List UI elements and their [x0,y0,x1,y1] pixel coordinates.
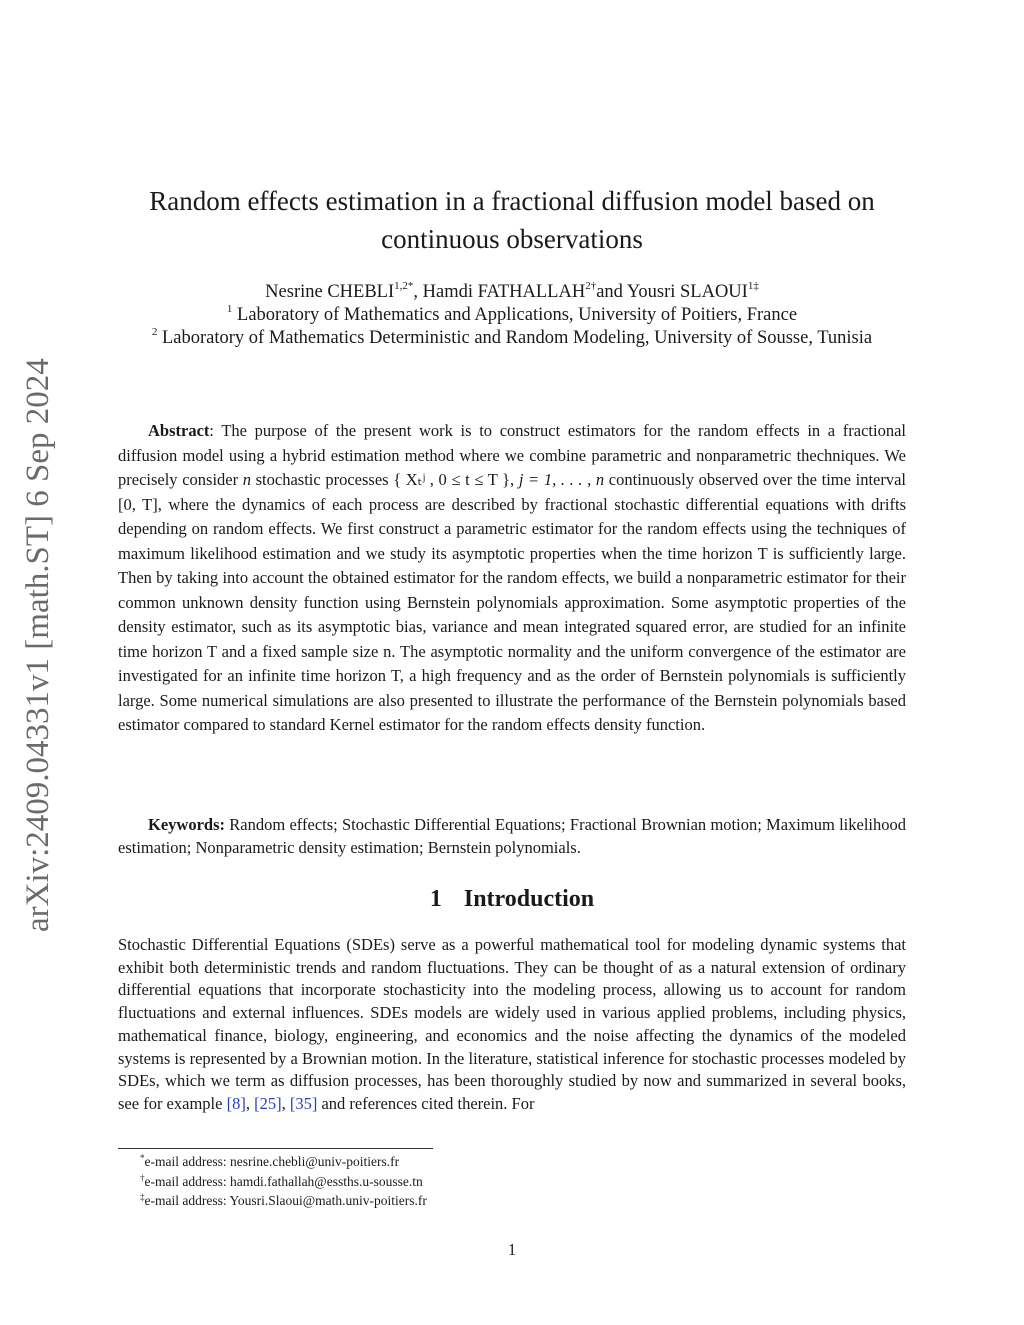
abstract-text-2: continuously observed over the time interval [0, T], where the dynamics of each process are described by fractional stochastic differential equations with drifts depending on random effects. We first construct a parametric estimator for the random effects using the techniques of maximum likelihood estimation and we study its asymptotic properties when the time horizon T is sufficiently large. Then by taking into account the obtained estimator for the random effects, we build a nonparametric estimator for their common unknown density function using Bernstein polynomials approximation. Some asymptotic properties of the density estimator, such as its asymptotic bias, variance and mean integrated squared error, are studied for an infinite time horizon T and a fixed sample size n. The asymptotic normality and the uniform convergence of the estimator are investigated for an infinite time horizon T, a high frequency and as the order of Bernstein polynomials is sufficiently large. Some numerical simulations are also presented to illustrate the performance of the Bernstein polynomials based estimator compared to standard Kernel estimator for the random effects density function. [118,470,906,734]
citation-separator: , [281,1093,290,1113]
citation-25[interactable]: [25] [254,1093,282,1113]
author-chebli: Nesrine CHEBLI [265,282,395,302]
abstract-index-range: j = 1, . . . , n [514,470,605,489]
affiliation-2 [100,327,924,350]
keywords-text: Random effects; Stochastic Differential Equations; Fractional Brownian motion; Maximum likelihood estimation; Nonparametric density estimation; Bernstein polynomials. [118,815,906,857]
section-heading-introduction [100,886,924,913]
affiliation-2-text: Laboratory of Mathematics Deterministic and Random Modeling, University of Sousse, Tunisia [162,328,873,348]
citation-8[interactable]: [8] [226,1093,246,1113]
abstract-text-1: : The purpose of the present work is to construct estimators for the random effects in a fractional diffusion model using a hybrid estimation method where we combine parametric and nonparametric thechniques. We precisely consider [118,421,906,489]
affiliation-1-number: 1 [226,303,233,315]
author-chebli-marks: 1,2 [394,280,408,292]
author-chebli-footnote-mark: * [407,280,414,292]
section-title: Introduction [463,886,595,912]
footnote-2-text: e-mail address: hamdi.fathallah@essths.u-sousse.tn [144,1173,423,1189]
introduction-paragraph [118,934,906,1116]
keywords [118,813,906,859]
author-slaoui-marks: 1‡ [747,280,759,292]
affiliation-1 [100,304,924,327]
footnote-2-mark: † [140,1172,145,1183]
section-number: 1 [429,886,442,912]
affiliation-2-number: 2 [151,326,158,338]
footnote-2 [140,1172,840,1192]
footnote-3-mark: ‡ [140,1192,145,1202]
author-conjunction: and [596,282,623,302]
footnote-3-text: e-mail address: Yousri.Slaoui@math.univ-poitiers.fr [144,1193,427,1208]
author-block [100,281,924,350]
footnote-3 [140,1191,840,1211]
abstract-text-1b: stochastic processes [250,470,394,489]
affiliation-1-text: Laboratory of Mathematics and Applications, University of Poitiers, France [237,305,798,325]
paper-title: Random effects estimation in a fractional diffusion model based on continuous observations [149,186,875,254]
intro-text-b: and references cited therein. For [317,1093,535,1113]
citation-separator: , [245,1093,255,1113]
footnotes [140,1152,840,1211]
abstract-var-n: n [242,470,251,489]
page-number: 1 [507,1240,517,1259]
author-slaoui: Yousri SLAOUI [626,282,748,302]
footnote-1-mark: * [140,1153,145,1163]
abstract-label: Abstract [148,421,210,440]
footnote-1 [140,1152,840,1172]
abstract-process-set: { Xₜʲ , 0 ≤ t ≤ T }, [393,470,515,489]
keywords-label: Keywords: [148,815,225,834]
intro-text-a: Stochastic Differential Equations (SDEs) serve as a powerful mathematical tool for modeling dynamic systems that exhibit both deterministic trends and random fluctuations. They can be thought of as a natural extension of ordinary differential equations that incorporate stochasticity into the modeling process, allowing us to account for random fluctuations and external influences. SDEs models are widely used in various applied problems, including physics, mathematical finance, biology, engineering, and economics and the noise affecting the dynamics of the modeled systems is represented by a Brownian motion. In the literature, statistical inference for stochastic processes modeled by SDEs, which we term as diffusion processes, has been thoroughly studied by now and summarized in several books, see for example [118,935,906,1113]
footnote-divider [118,1148,433,1149]
abstract [118,419,906,738]
author-fathallah-marks: 2† [585,280,597,292]
author-fathallah: Hamdi FATHALLAH [422,282,586,302]
author-line: Nesrine $CHEBLI^{1,2*}$, Hamdi $FATHALLAH^{2\dagger}and$ Yousri $SLAOUI^{1\ddagger}$ [265,280,759,302]
arxiv-stamp: arXiv:2409.04331v1 [math.ST] 6 Sep 2024 [20,358,56,932]
footnote-1-text: e-mail address: nesrine.chebli@univ-poitiers.fr [144,1154,400,1169]
citation-35[interactable]: [35] [289,1093,318,1113]
